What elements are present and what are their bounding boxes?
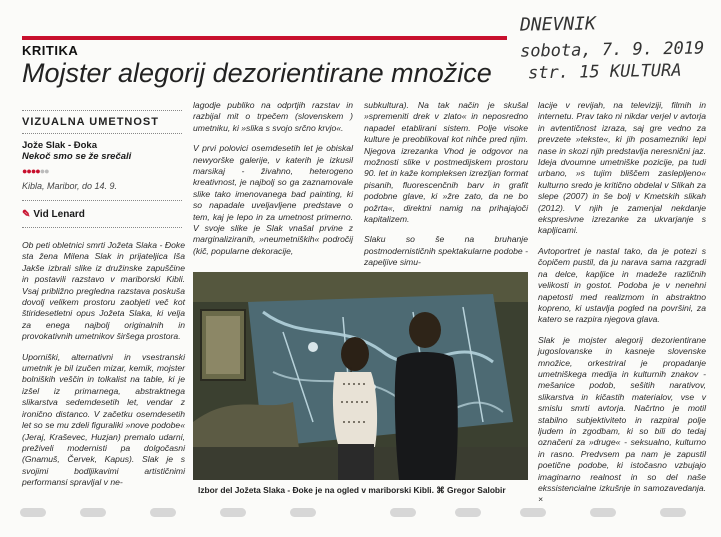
binder-hole (520, 508, 546, 517)
binder-hole (390, 508, 416, 517)
photo-caption (198, 485, 506, 495)
photo-credit: Gregor Salobir (447, 485, 506, 495)
handwritten-page: str. 15 KULTURA (527, 60, 682, 84)
binder-holes (0, 508, 721, 522)
handwritten-publication: DNEVNIK (519, 13, 597, 36)
paragraph: Avtoportret je nastal tako, da je potezi s čopičem pustil, da ju narava sama razgradi na delce, kapljice in madeže različnih velikosti in gostot. Podoba je v nenehni napetosti med realizmom in abstraktno kopreno, ki ustavlja pogled na površini, za katero se razpira njegova glava. (538, 245, 706, 325)
divider (22, 133, 182, 134)
paragraph: lacije v revijah, na televiziji, filmih in internetu. Prav tako ni nikdar verjel v avtorja in avtentičnost izraza, saj gre vedno za prevzete »tekste«, ki jih posamezniki lepi nase in skozi njih predstavlja neresnični jaz. Ideja dvoumne umetniške pozicije, pa tudi urbano, »s tujim bliščem zaslepljeno« kulturno sredo je kritično obdelal v Slikah za slepe (2007) in še bolj v Kmetskih slikah (2012). V njih je zamenjal nekdanje ekspresivne izrezanke za ukvarjanje s kapljicami. (538, 100, 706, 236)
binder-hole (150, 508, 176, 517)
paragraph: Slaku so še na bruhanje postmodernističnih spektakularne podobe - zapeljive simu- (364, 234, 528, 268)
binder-hole (455, 508, 481, 517)
exhibit-location: Kibla, Maribor, do 14. 9. (22, 181, 118, 191)
paragraph: Slak je mojster alegorij dezorientirane jugoslovanske in kasneje slovenske množice, orkestriral je propadanje umetniškega medija in kulturnih znakov - mešanice podob, sešitih narativov, slikarstva in kičastih materialov, vse v smislu smrti avtorja. Načrtno je motil stabilno subjektiviteto in razpiral polje ljudem in zgodbam, ki so bili do tedaj označeni za »druge« - seksualno, kulturno in rasno. Predvsem pa nam je zapustil poetične podobe, ki istočasno vzbujajo imaginarno realnost in so del naše ekssistencialne izkušnje in samozavedanja. × (538, 334, 706, 505)
kicker: KRITIKA (22, 43, 79, 58)
rating-dot-off: ●● (39, 166, 49, 176)
rating-dot-on: ●●●● (22, 166, 40, 176)
column-2 (193, 100, 353, 266)
divider (22, 200, 182, 201)
divider (22, 110, 182, 111)
rating-dots (22, 166, 49, 176)
binder-hole (220, 508, 246, 517)
column-1 (22, 240, 185, 498)
exhibition-photo (193, 272, 528, 480)
column-4 (538, 100, 706, 515)
binder-hole (290, 508, 316, 517)
paragraph: Uporniški, alternativni in vsestranski umetnik je bil izučen mizar, kemik, mojster bolniških veščin in tolkalist na table, ki je izšel iz primarnega, abstraktnega slikarstva sedemdesetih let, vendar z ironično distanco. V začetku osemdesetih let so se mu zdeli figuraliki »nove podobe« (Jeraj, Kraševec, Huzjan) premalo udarni, preživeli modernisti pa dolgočasni (Gnamuš, Červek, Kapus). Slak je s svojimi bodljikavimi artističnimi performansi spravljal v ne- (22, 351, 185, 488)
binder-hole (20, 508, 46, 517)
binder-hole (80, 508, 106, 517)
paragraph: lagodje publiko na odprtjih razstav in razbijal mit o trpečem (slovenskem ) umetniku, ki »slika s svojo srčno krvjo«. (193, 100, 353, 133)
byline (22, 209, 85, 220)
binder-hole (660, 508, 686, 517)
caption-text: Izbor del Jožeta Slaka - Đoke je na ogled v mariborski Kibli. (198, 485, 434, 495)
exhibit-author: Jože Slak - Đoka (22, 140, 97, 151)
camera-icon: ⌘ (436, 485, 447, 495)
photo-illustration (193, 272, 528, 480)
paragraph: subkultura). Na tak način je skušal »spremeniti drek v zlato« in neposredno napadel etablirani sistem. Polje visoke kulture je preoblikoval kot nihče pred njim. Njegova izrezanka Vhod je odgovor na možnosti slike v postmedijskem prostoru 90. let in kaže kompleksen izrezljan format pisanih, fluorescenčnih barv in grafit podobne glave, ki »žre zato, da ne bo požrta«, direktni namig na prihajajoči kapitalizem. (364, 100, 528, 225)
paragraph: Ob peti obletnici smrti Jožeta Slaka - Đoke sta žena Milena Slak in prijateljica Iša Jakše izbrali slike iz družinske zapuščine in postavili razstavo v mariborski Kibli. Vsaj približno pregledna razstava poskuša dovolj velikem prostoru zaobjeti več kot štiridesetletni opus Jožeta Slaka, ki velja za enega najbolj originalnih in provokativnih umetnikov širšega prostora. (22, 240, 185, 342)
headline: Mojster alegorij dezorientirane množice (22, 58, 492, 88)
pen-icon: ✎ (22, 209, 31, 220)
divider (22, 227, 182, 228)
handwritten-date: sobota, 7. 9. 2019 (519, 38, 705, 62)
column-3 (364, 100, 528, 278)
paragraph: V prvi polovici osemdesetih let je obiskal newyorške galerije, v katerih je izkusil marsikaj - živahno, heterogeno kreativnost, je najbolj so ga zaznamovale slike tako imenovanega bad painting, ki so napadale uveljavljene predstave o tem, kaj je lepo in za umetnost primerno. V svoje slike je Slak vnašal prvine z marginaliziranih, »neumetniških« področij (kič, popularne dekoracije, (193, 143, 353, 256)
header-rule (22, 36, 507, 40)
byline-name: Vid Lenard (33, 209, 85, 220)
section-label: VIZUALNA UMETNOST (22, 116, 159, 128)
exhibit-title: Nekoč smo se že srečali (22, 151, 132, 162)
binder-hole (590, 508, 616, 517)
